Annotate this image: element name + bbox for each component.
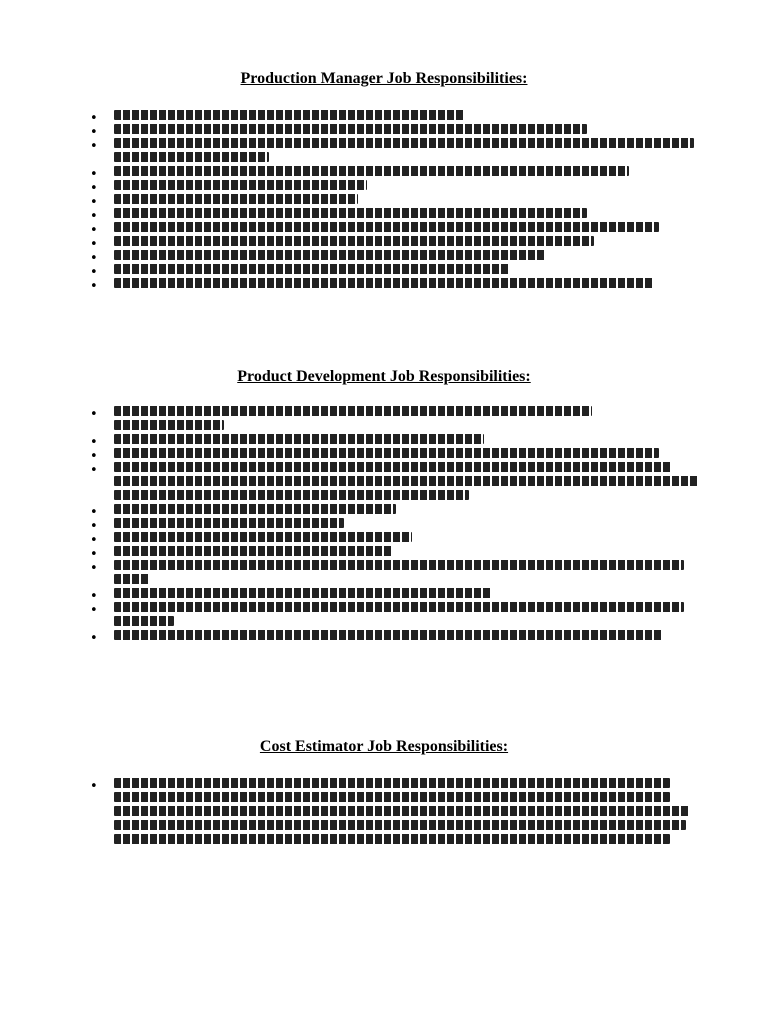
list-item xyxy=(90,208,704,224)
list-item xyxy=(90,110,704,126)
placeholder-text-line xyxy=(114,602,684,612)
bullet-icon: • xyxy=(90,547,98,562)
placeholder-text-line xyxy=(114,448,659,458)
placeholder-text-line xyxy=(114,278,654,288)
section-heading-product-development: Product Development Job Responsibilities: xyxy=(237,368,531,385)
placeholder-text-line xyxy=(114,208,587,218)
placeholder-text-line xyxy=(114,532,412,542)
product-development-list xyxy=(0,402,704,644)
list-item xyxy=(90,180,704,196)
placeholder-text-line xyxy=(114,476,699,486)
list-item xyxy=(90,250,704,266)
production-manager-list xyxy=(0,106,704,292)
placeholder-text-line xyxy=(114,222,659,232)
bullet-icon: • xyxy=(90,111,98,126)
list-item xyxy=(90,560,704,584)
list-item xyxy=(90,532,704,548)
placeholder-text-line xyxy=(114,462,672,472)
list-item xyxy=(90,504,704,520)
list-item xyxy=(90,406,704,430)
bullet-icon: • xyxy=(90,139,98,154)
section-heading-production-manager: Production Manager Job Responsibilities: xyxy=(240,70,528,87)
placeholder-text-line xyxy=(114,434,484,444)
bullet-icon: • xyxy=(90,195,98,210)
bullet-icon: • xyxy=(90,463,98,478)
bullet-icon: • xyxy=(90,167,98,182)
list-item xyxy=(90,222,704,238)
list-item xyxy=(90,518,704,534)
placeholder-text-line xyxy=(114,110,464,120)
list-item xyxy=(90,778,704,844)
bullet-icon: • xyxy=(90,237,98,252)
placeholder-text-line xyxy=(114,194,358,204)
placeholder-text-line xyxy=(114,138,694,148)
bullet-icon: • xyxy=(90,533,98,548)
bullet-icon: • xyxy=(90,779,98,794)
placeholder-text-line xyxy=(114,264,510,274)
placeholder-text-line xyxy=(114,250,546,260)
bullet-icon: • xyxy=(90,449,98,464)
placeholder-text-line xyxy=(114,180,367,190)
bullet-icon: • xyxy=(90,265,98,280)
list-item xyxy=(90,462,704,500)
list-item xyxy=(90,264,704,280)
bullet-icon: • xyxy=(90,251,98,266)
placeholder-text-line xyxy=(114,806,690,816)
list-item xyxy=(90,278,704,294)
list-item xyxy=(90,588,704,604)
placeholder-text-line xyxy=(114,616,174,626)
bullet-icon: • xyxy=(90,223,98,238)
list-item xyxy=(90,236,704,252)
list-item xyxy=(90,448,704,464)
list-item xyxy=(90,602,704,626)
placeholder-text-line xyxy=(114,420,224,430)
cost-estimator-list xyxy=(0,774,704,848)
bullet-icon: • xyxy=(90,631,98,646)
list-item xyxy=(90,546,704,562)
bullet-icon: • xyxy=(90,279,98,294)
section-heading-cost-estimator: Cost Estimator Job Responsibilities: xyxy=(259,738,509,755)
placeholder-text-line xyxy=(114,546,392,556)
placeholder-text-line xyxy=(114,166,629,176)
list-item xyxy=(90,434,704,450)
bullet-icon: • xyxy=(90,181,98,196)
placeholder-text-line xyxy=(114,152,269,162)
placeholder-text-line xyxy=(114,792,670,802)
list-item xyxy=(90,630,704,646)
bullet-icon: • xyxy=(90,407,98,422)
list-item xyxy=(90,138,704,162)
placeholder-text-line xyxy=(114,560,684,570)
bullet-icon: • xyxy=(90,125,98,140)
bullet-icon: • xyxy=(90,589,98,604)
placeholder-text-line xyxy=(114,778,670,788)
placeholder-text-line xyxy=(114,834,670,844)
bullet-icon: • xyxy=(90,435,98,450)
bullet-icon: • xyxy=(90,519,98,534)
placeholder-text-line xyxy=(114,588,492,598)
bullet-icon: • xyxy=(90,603,98,618)
placeholder-text-line xyxy=(114,504,396,514)
placeholder-text-line xyxy=(114,820,686,830)
placeholder-text-line xyxy=(114,124,587,134)
bullet-icon: • xyxy=(90,505,98,520)
list-item xyxy=(90,124,704,140)
placeholder-text-line xyxy=(114,236,594,246)
placeholder-text-line xyxy=(114,518,344,528)
placeholder-text-line xyxy=(114,406,592,416)
bullet-icon: • xyxy=(90,209,98,224)
placeholder-text-line xyxy=(114,630,662,640)
placeholder-text-line xyxy=(114,574,150,584)
bullet-icon: • xyxy=(90,561,98,576)
list-item xyxy=(90,194,704,210)
placeholder-text-line xyxy=(114,490,469,500)
list-item xyxy=(90,166,704,182)
